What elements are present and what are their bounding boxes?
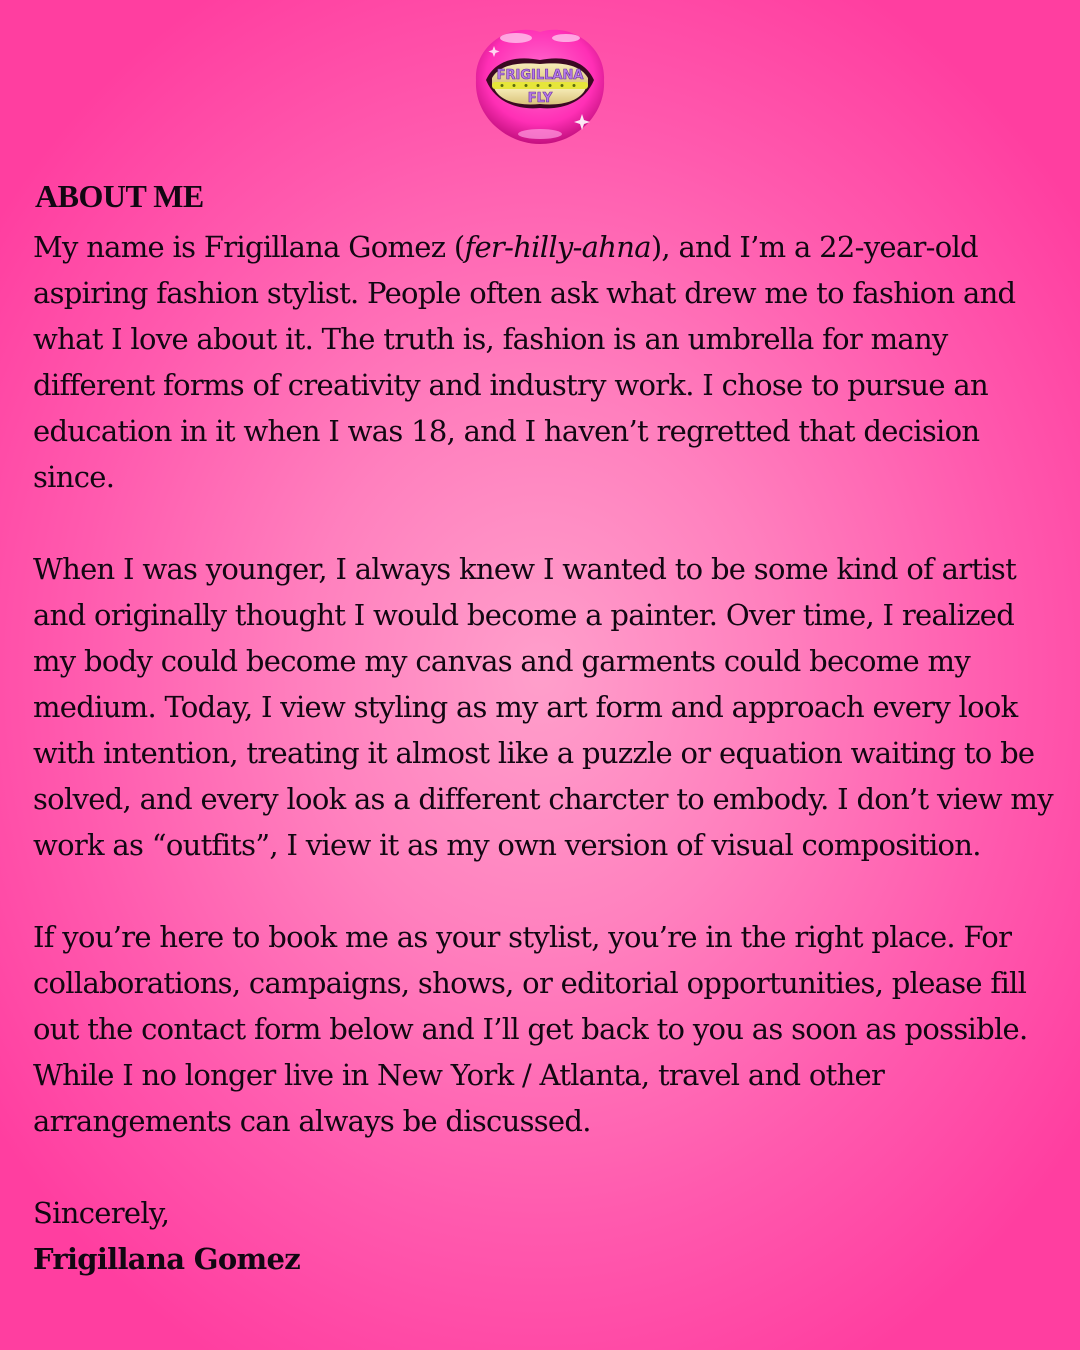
signature-name: Frigillana Gomez — [33, 1242, 300, 1276]
p1-text-end: ), and I’m a 22-year-old aspiring fashion stylist. People often ask what drew me to fashion and what I love about it. The truth is, fashion is an umbrella for many different forms of creativity and industry work. I chose to pursue an education in it when I was 18, and I haven’t regretted that decision since. — [33, 230, 1016, 494]
about-paragraph-3: If you’re here to book me as your stylist, you’re in the right place. For collaborations, campaigns, shows, or editorial opportunities, please fill out the contact form below and I’ll get back to you as soon as possible. While I no longer live in New York / Atlanta, travel and other arrangements can always be discussed. — [33, 920, 1028, 1138]
about-paragraph-1 — [33, 224, 1053, 500]
p1-text-start: My name is Frigillana Gomez ( — [33, 230, 465, 264]
closing-salutation: Sincerely, — [33, 1196, 170, 1230]
frigillana-fly-lips-logo — [470, 16, 610, 148]
name-pronunciation: fer-hilly-ahna — [464, 230, 651, 264]
logo-bottom-text: FLY — [527, 91, 553, 106]
about-section — [33, 176, 1053, 1282]
logo-top-text: FRIGILLANA — [496, 68, 584, 83]
about-heading: ABOUT ME — [35, 178, 204, 214]
lips-logo-graphic — [470, 16, 610, 148]
about-paragraph-2: When I was younger, I always knew I wanted to be some kind of artist and originally thought I would become a painter. Over time, I realized my body could become my canvas and garments could become my medium. Today, I view styling as my art form and approach every look with intention, treating it almost like a puzzle or equation waiting to be solved, and every look as a different charcter to embody. I don’t view my work as “outfits”, I view it as my own version of visual composition. — [33, 552, 1053, 862]
